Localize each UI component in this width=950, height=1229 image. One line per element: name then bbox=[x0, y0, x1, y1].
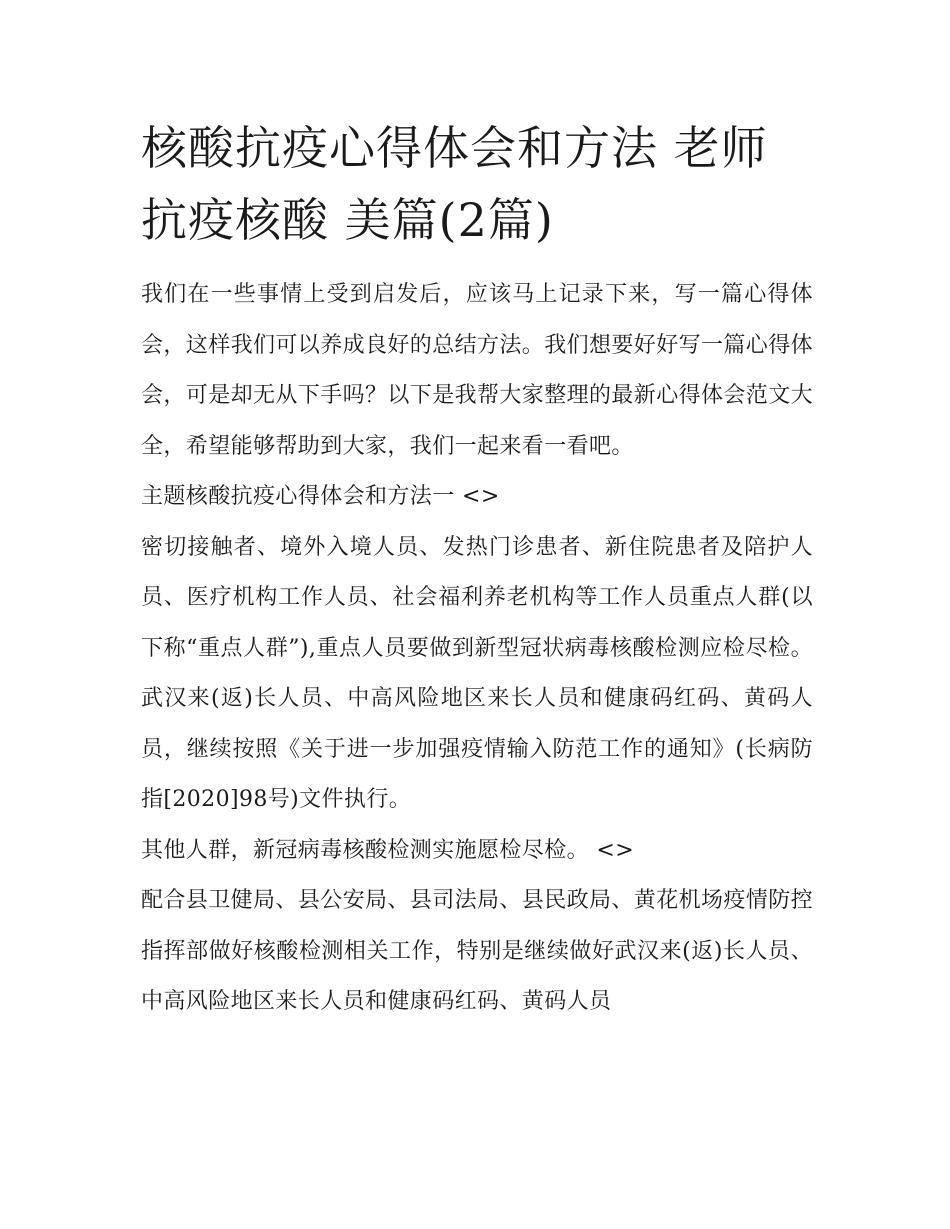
paragraph-intro: 我们在一些事情上受到启发后，应该马上记录下来，写一篇心得体会，这样我们可以养成良好的总结方法。我们想要好好写一篇心得体会，可是却无从下手吗？以下是我帮大家整理的最新心得体会范文大全，希望能够帮助到大家，我们一起来看一看吧。 bbox=[141, 282, 814, 459]
paragraph-section-heading: 主题核酸抗疫心得体会和方法一 <> bbox=[141, 484, 500, 509]
paragraph-cooperation: 配合县卫健局、县公安局、县司法局、县民政局、黄花机场疫情防控指挥部做好核酸检测相关工作，特别是继续做好武汉来(返)长人员、中高风险地区来长人员和健康码红码、黄码人员 bbox=[141, 888, 814, 1014]
paragraph-other-groups: 其他人群，新冠病毒核酸检测实施愿检尽检。 <> bbox=[141, 837, 635, 863]
document-page bbox=[141, 112, 813, 1028]
document-title: 核酸抗疫心得体会和方法 老师抗疫核酸 美篇(2篇) bbox=[141, 121, 768, 247]
paragraph-key-groups: 密切接触者、境外入境人员、发热门诊患者、新住院患者及陪护人员、医疗机构工作人员、社会福利养老机构等工作人员重点人群(以下称“重点人群”),重点人员要做到新型冠状病毒核酸检测应检尽检。武汉来(返)长人员、中高风险地区来长人员和健康码红码、黄码人员，继续按照《关于进一步加强疫情输入防范工作的通知》(长病防指[2020]98号)文件执行。 bbox=[141, 534, 813, 812]
document-body bbox=[141, 270, 813, 1028]
